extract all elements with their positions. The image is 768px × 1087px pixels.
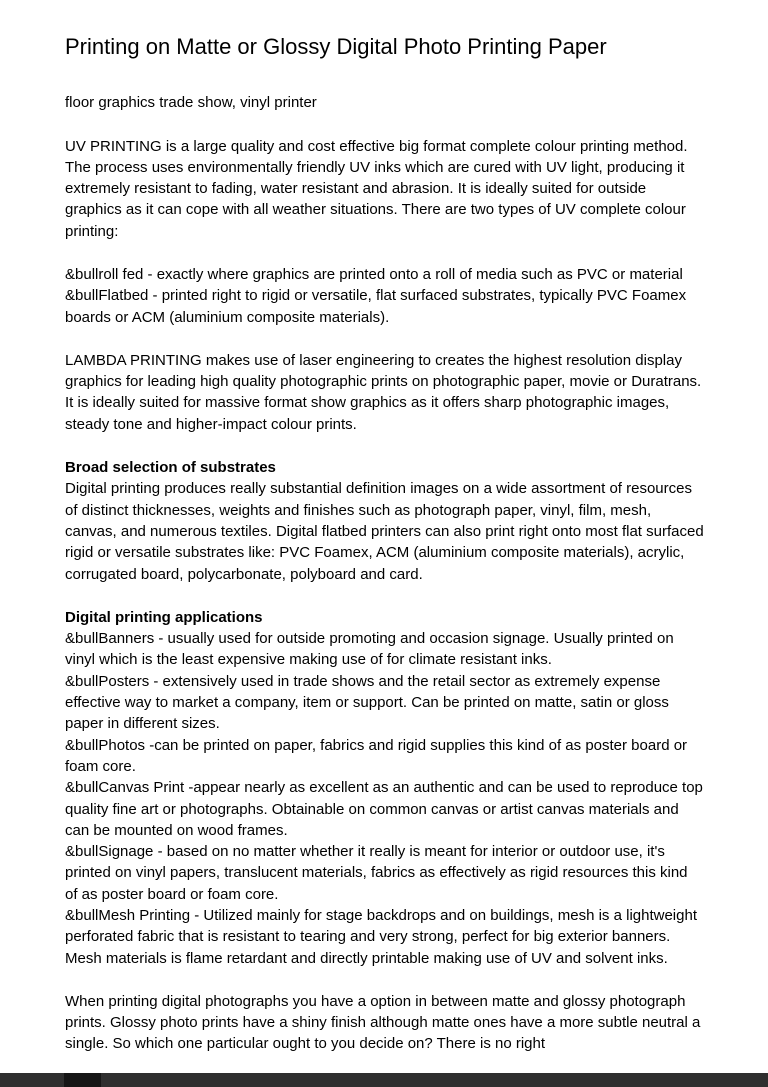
uv-type-flatbed: &bullFlatbed - printed right to rigid or versatile, flat surfaced substrates, typically PVC Foamex boards or ACM (aluminium composite materials). xyxy=(65,287,687,326)
uv-types-list xyxy=(65,264,704,328)
applications-list xyxy=(65,628,704,969)
application-signage: &bullSignage - based on no matter whether it really is meant for interior or outdoor use, it's printed on vinyl papers, translucent materials, fabrics as effectively as rigid resources this kind of as poster board or foam core. xyxy=(65,843,688,903)
application-mesh-printing: &bullMesh Printing - Utilized mainly for stage backdrops and on buildings, mesh is a lightweight perforated fabric that is resistant to tearing and very strong, perfect for big exterior banners. Mesh materials is flame retardant and directly printable making use of UV and solvent inks. xyxy=(65,907,697,967)
paragraph-lambda-printing: LAMBDA PRINTING makes use of laser engineering to creates the highest resolution display graphics for leading high quality photographic prints on photographic paper, movie or Duratrans. It is ideally suited for massive format show graphics as it offers sharp photographic images, steady tone and higher-impact colour prints. xyxy=(65,351,702,433)
heading-applications: Digital printing applications xyxy=(65,608,263,626)
uv-type-roll-fed: &bullroll fed - exactly where graphics are printed onto a roll of media such as PVC or material xyxy=(65,265,683,283)
paragraph-uv-printing: UV PRINTING is a large quality and cost effective big format complete colour printing method. The process uses environmentally friendly UV inks which are cured with UV light, producing it extremely resistant to fading, water resistant and abrasion. It is ideally suited for outside graphics as it can cope with all weather situations. There are two types of UV complete colour printing: xyxy=(65,137,688,240)
footer-logo xyxy=(64,1073,101,1087)
application-canvas-print: &bullCanvas Print -appear nearly as excellent as an authentic and can be used to reproduce top quality fine art or photographs. Obtainable on common canvas or artist canvas materials and can be mounted on wood frames. xyxy=(65,779,703,839)
footer-bar xyxy=(0,1073,768,1087)
heading-substrates: Broad selection of substrates xyxy=(65,459,276,477)
paragraph-substrates: Digital printing produces really substantial definition images on a wide assortment of resources of distinct thicknesses, weights and finishes such as photograph paper, vinyl, film, mesh, canvas, and numerous textiles. Digital flatbed printers can also print right onto most flat surfaced rigid or versatile substrates like: PVC Foamex, ACM (aluminium composite materials), acrylic, corrugated board, polycarbonate, polyboard and card. xyxy=(65,480,704,583)
application-posters: &bullPosters - extensively used in trade shows and the retail sector as extremely expense effective way to market a company, item or support. Can be printed on matte, satin or gloss paper in different sizes. xyxy=(65,672,669,733)
page-title: Printing on Matte or Glossy Digital Photo Printing Paper xyxy=(65,34,607,59)
tagline-text: floor graphics trade show, vinyl printer xyxy=(65,93,317,111)
application-photos: &bullPhotos -can be printed on paper, fabrics and rigid supplies this kind of as poster board or foam core. xyxy=(65,736,688,775)
application-banners: &bullBanners - usually used for outside promoting and occasion signage. Usually printed on vinyl which is the least expensive making use of for climate resistant inks. xyxy=(65,630,674,669)
paragraph-closing: When printing digital photographs you have a option in between matte and glossy photograph prints. Glossy photo prints have a shiny finish although matte ones have a more subtle neutral a single. So which one particular ought to you decide on? There is no right xyxy=(65,992,701,1053)
